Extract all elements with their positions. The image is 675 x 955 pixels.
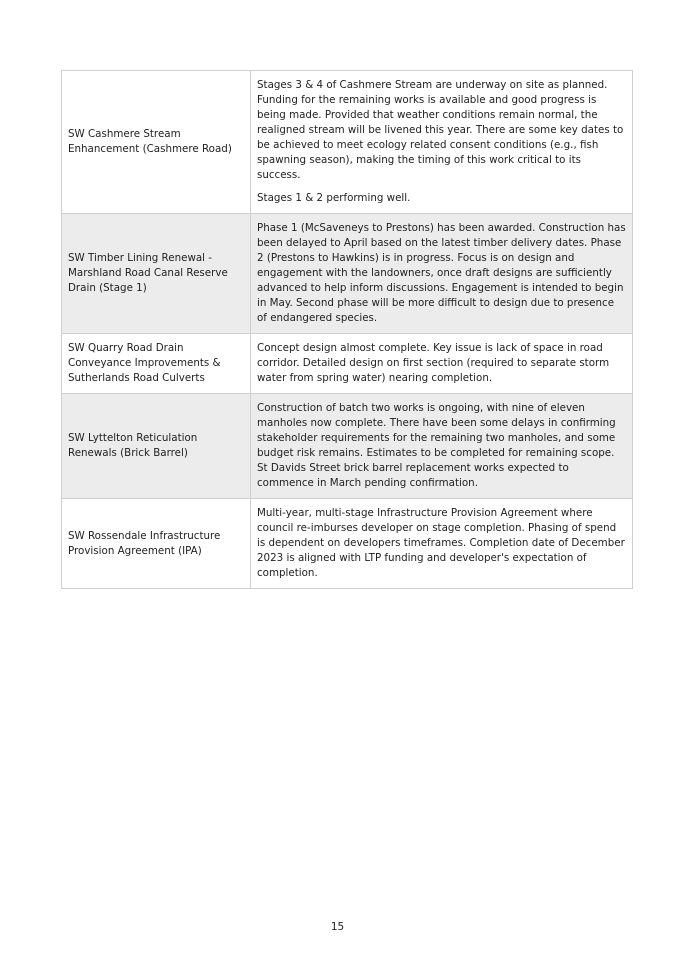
- status-cell: [251, 334, 633, 394]
- status-cell: [251, 499, 633, 589]
- status-cell: [251, 214, 633, 334]
- status-paragraph: Multi-year, multi-stage Infrastructure Provision Agreement where council re-imburses developer on stage completion. Phasing of spend is dependent on developers timeframes. Completion date of December 2023 is aligned with LTP funding and developer's expectation of completion.: [257, 507, 625, 579]
- status-paragraph: Concept design almost complete. Key issue is lack of space in road corridor. Detailed design on first section (required to separate storm water from spring water) nearing completion.: [257, 342, 610, 384]
- status-cell: [251, 394, 633, 499]
- status-paragraph: Stages 1 & 2 performing well.: [257, 192, 411, 204]
- project-name-cell: [62, 394, 251, 499]
- project-name: SW Quarry Road Drain Conveyance Improvements & Sutherlands Road Culverts: [68, 342, 221, 384]
- table-row: [62, 214, 633, 334]
- status-paragraph: Phase 1 (McSaveneys to Prestons) has been awarded. Construction has been delayed to April based on the latest timber delivery dates. Phase 2 (Prestons to Hawkins) is in progress. Focus is on design and engagement with the landowners, once draft designs are sufficiently advanced to help inform discussions. Engagement is intended to begin in May. Second phase will be more difficult to design due to presence of endangered species.: [257, 222, 626, 324]
- project-name: SW Timber Lining Renewal - Marshland Road Canal Reserve Drain (Stage 1): [68, 252, 228, 294]
- project-name-cell: [62, 334, 251, 394]
- page-number: 15: [330, 921, 345, 933]
- project-name-cell: [62, 71, 251, 214]
- project-name-cell: [62, 499, 251, 589]
- status-cell: [251, 71, 633, 214]
- status-paragraph: Stages 3 & 4 of Cashmere Stream are underway on site as planned. Funding for the remaining works is available and good progress is being made. Provided that weather conditions remain normal, the realigned stream will be livened this year. There are some key dates to be achieved to meet ecology related consent conditions (e.g., fish spawning season), making the timing of this work critical to its success.: [257, 79, 624, 181]
- project-status-table: [61, 70, 633, 589]
- table-row: [62, 71, 633, 214]
- project-name: SW Lyttelton Reticulation Renewals (Brick Barrel): [68, 432, 198, 459]
- status-paragraph: Construction of batch two works is ongoing, with nine of eleven manholes now complete. There have been some delays in confirming stakeholder requirements for the remaining two manholes, and some budget risk remains. Estimates to be completed for remaining scope. St Davids Street brick barrel replacement works expected to commence in March pending confirmation.: [257, 402, 616, 489]
- table-row: [62, 334, 633, 394]
- table-row: [62, 394, 633, 499]
- project-name: SW Cashmere Stream Enhancement (Cashmere Road): [68, 128, 232, 155]
- project-name-cell: [62, 214, 251, 334]
- table-row: [62, 499, 633, 589]
- project-name: SW Rossendale Infrastructure Provision Agreement (IPA): [68, 529, 221, 557]
